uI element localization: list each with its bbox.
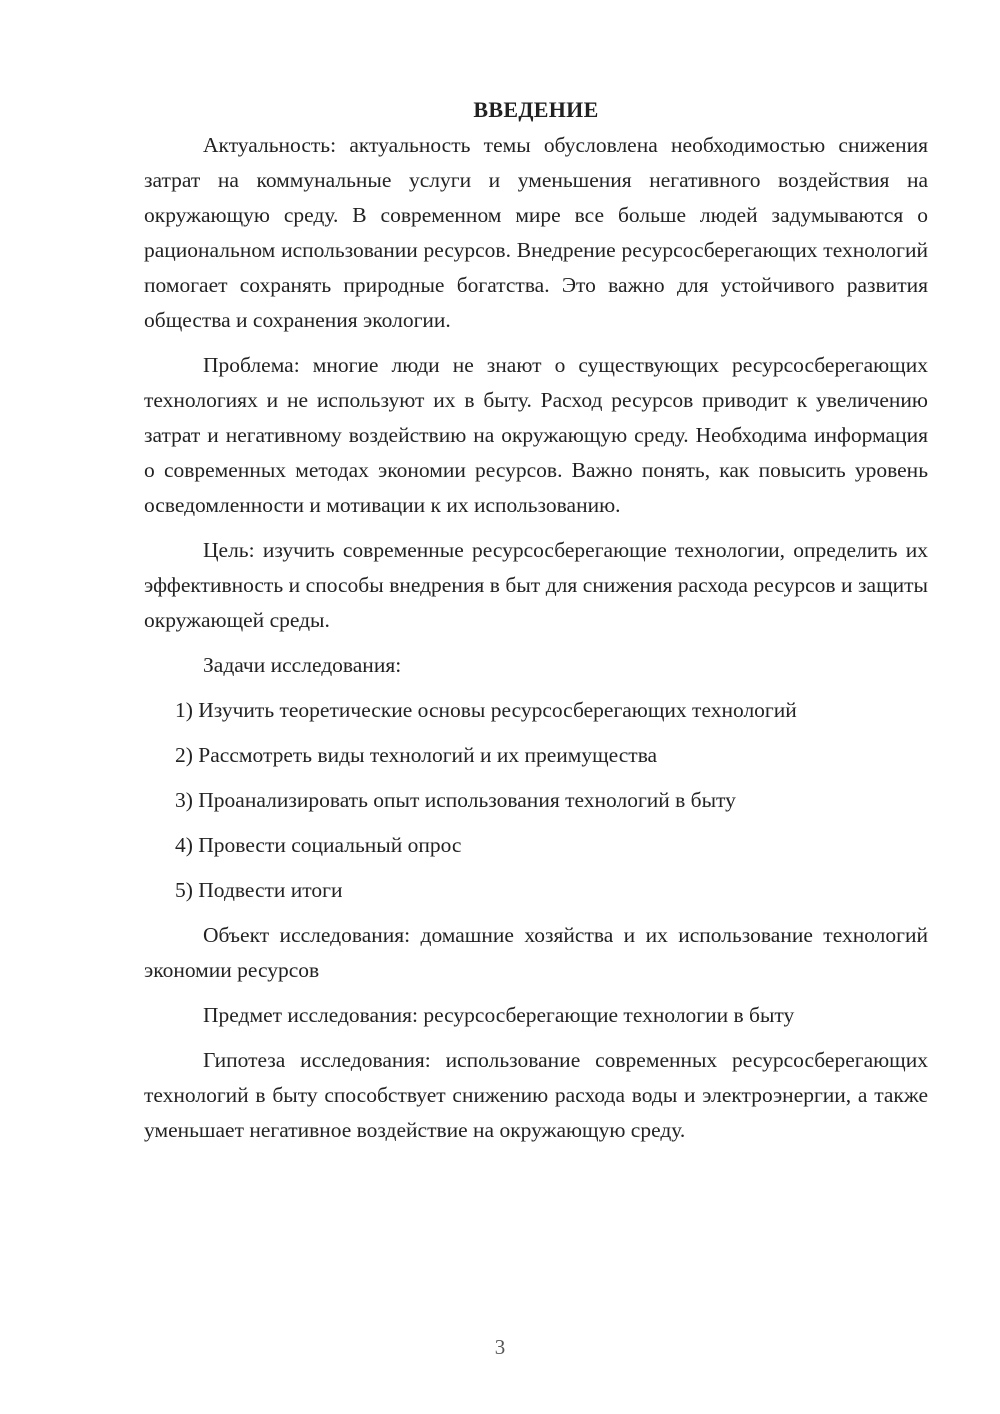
- list-item: 3) Проанализировать опыт использования технологий в быту: [175, 788, 736, 812]
- object-paragraph: Объект исследования: домашние хозяйства и их использование технологий экономии ресурсов: [144, 923, 928, 982]
- tasks-heading: Задачи исследования:: [203, 653, 402, 677]
- list-item: 1) Изучить теоретические основы ресурсосберегающих технологий: [175, 698, 797, 722]
- subject-paragraph: Предмет исследования: ресурсосберегающие технологии в быту: [203, 1003, 795, 1027]
- page-title: ВВЕДЕНИЕ: [473, 97, 599, 122]
- list-item: 4) Провести социальный опрос: [175, 833, 462, 857]
- list-item: 5) Подвести итоги: [175, 878, 343, 902]
- page-number: 3: [494, 1335, 506, 1359]
- relevance-paragraph: Актуальность: актуальность темы обусловлена необходимостью снижения затрат на коммунальные услуги и уменьшения негативного воздействия на окружающую среду. В современном мире все больше людей задумываются о рациональном использовании ресурсов. Внедрение ресурсосберегающих технологий помогает сохранять природные богатства. Это важно для устойчивого развития общества и сохранения экологии.: [144, 133, 928, 332]
- problem-paragraph: Проблема: многие люди не знают о существующих ресурсосберегающих технологиях и не используют их в быту. Расход ресурсов приводит к увеличению затрат и негативному воздействию на окружающую среду. Необходима информация о современных методах экономии ресурсов. Важно понять, как повысить уровень осведомленности и мотивации к их использованию.: [144, 353, 928, 517]
- goal-paragraph: Цель: изучить современные ресурсосберегающие технологии, определить их эффективность и способы внедрения в быт для снижения расхода ресурсов и защиты окружающей среды.: [144, 538, 928, 632]
- list-item: 2) Рассмотреть виды технологий и их преимущества: [175, 743, 658, 767]
- document-page: [144, 95, 928, 1158]
- tasks-list: [144, 693, 928, 908]
- hypothesis-paragraph: Гипотеза исследования: использование современных ресурсосберегающих технологий в быту способствует снижению расхода воды и электроэнергии, а также уменьшает негативное воздействие на окружающую среду.: [144, 1048, 928, 1142]
